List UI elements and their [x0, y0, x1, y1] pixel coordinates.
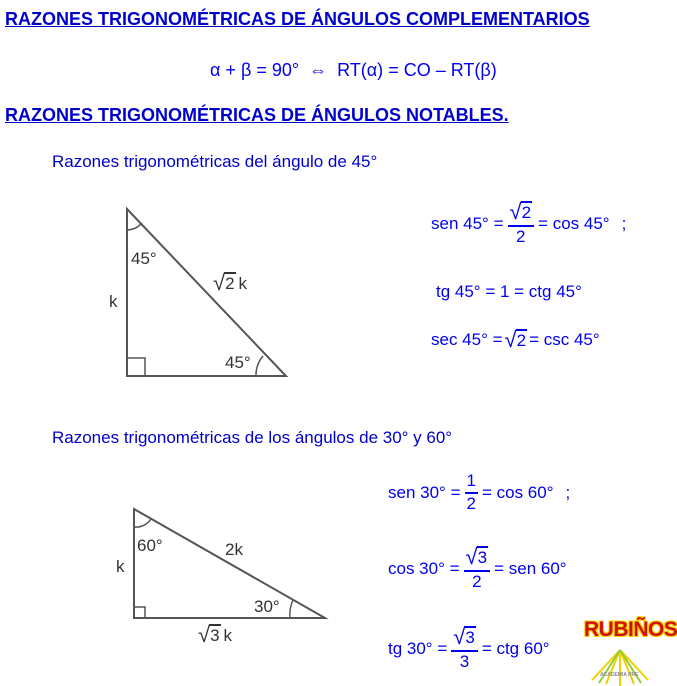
tg30-den: 3 [459, 651, 470, 671]
co-rt-beta: = CO – RT(β) [388, 60, 497, 80]
sqrt-3-base: √ 3 [198, 622, 220, 647]
heading-notables: RAZONES TRIGONOMÉTRICAS DE ÁNGULOS NOTABLES. [5, 105, 509, 125]
sen45-num: 2 [521, 203, 532, 223]
leg-label-45: k [109, 292, 118, 311]
sqrt-2-hyp: √ 2 [213, 270, 235, 295]
triangle-45 [100, 200, 300, 390]
sec45-rhs: = csc 45° [529, 330, 600, 349]
cos30-den: 2 [472, 571, 482, 591]
angle-45-bottom: 45° [225, 353, 251, 372]
sen30-den: 2 [466, 493, 476, 513]
cos30-lhs: cos 30° = [388, 558, 460, 578]
plus-sign: + [225, 60, 236, 80]
sec45-lhs: sec 45° = [431, 330, 503, 349]
sen30-tail: ; [565, 482, 571, 502]
tg45-equation: tg 45° = 1 = ctg 45° [436, 282, 582, 301]
base-suffix: k [223, 626, 233, 645]
sec45-radicand: 2 [516, 331, 527, 351]
sen45-fraction: √ 2 2 [508, 201, 535, 246]
triangle-3060 [120, 500, 340, 630]
sen45-lhs: sen 45° = [431, 213, 504, 233]
rt-alpha: RT(α) [337, 60, 384, 80]
sec45-equation [431, 329, 600, 351]
subtitle-3060: Razones trigonométricas de los ángulos de 30° y 60° [52, 428, 453, 447]
leg-label-3060: k [116, 557, 125, 576]
rubinos-logo [582, 610, 677, 686]
angle-60: 60° [137, 536, 163, 555]
subtitle-45: Razones trigonométricas del ángulo de 45° [52, 152, 378, 171]
heading-complementarios: RAZONES TRIGONOMÉTRICAS DE ÁNGULOS COMPLEMENTARIOS [5, 9, 590, 29]
cos30-equation [388, 546, 567, 591]
base-radicand: 3 [210, 626, 220, 646]
hyp-radicand: 2 [225, 274, 235, 294]
angle-30: 30° [254, 597, 280, 616]
sen45-tail: ; [621, 213, 627, 233]
logo-subtext: ACADEMIA PRE [600, 672, 639, 678]
tg30-lhs: tg 30° = [388, 638, 448, 658]
tg30-num: 3 [465, 628, 475, 648]
sen45-den: 2 [516, 226, 526, 246]
angle-45-top: 45° [131, 249, 157, 268]
sen30-rhs: = cos 60° [481, 482, 554, 502]
sen30-num: 1 [466, 471, 476, 490]
iff-symbol: ⇔ [309, 60, 328, 80]
tg30-rhs: = ctg 60° [481, 638, 550, 658]
cos30-rhs: = sen 60° [494, 558, 567, 578]
sen45-equation [431, 201, 626, 246]
cos30-fraction: √ 3 2 [464, 546, 491, 591]
hyp-label-45 [213, 272, 247, 294]
base-label-3060 [198, 624, 232, 646]
equals-90: = 90° [256, 60, 300, 80]
logo-text: RUBIÑOS [584, 618, 677, 641]
cos30-num: 3 [477, 548, 488, 568]
sen30-lhs: sen 30° = [388, 482, 461, 502]
sen30-equation [388, 472, 570, 513]
tg30-fraction: √ 3 3 [451, 626, 478, 671]
tg30-equation [388, 626, 550, 671]
sen30-fraction [465, 472, 478, 513]
beta-symbol: β [240, 60, 252, 80]
sen45-rhs: = cos 45° [538, 213, 610, 233]
sec45-sqrt: √ 2 [504, 327, 527, 352]
hyp-label-3060: 2k [225, 540, 243, 559]
alpha-symbol: α [210, 60, 221, 80]
complement-formula [210, 60, 497, 81]
hyp-suffix: k [238, 274, 248, 293]
